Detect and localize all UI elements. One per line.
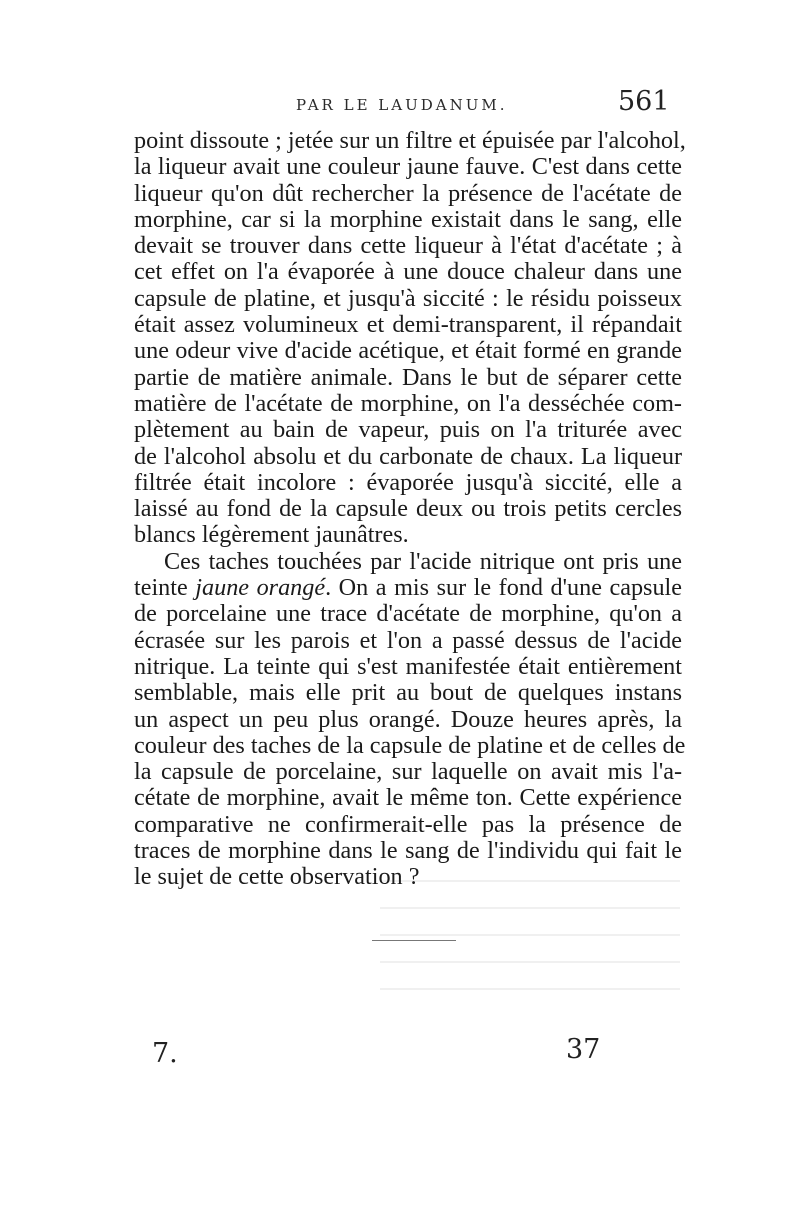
text-line: partie de matière animale. Dans le but de séparer cette [134, 363, 682, 391]
page-number: 561 [618, 86, 670, 117]
text-line: la liqueur avait une couleur jaune fauve. C'est dans cette [134, 153, 682, 181]
text-line: écrasée sur les parois et l'on a passé dessus de l'acide [134, 626, 682, 654]
text-line: devait se trouver dans cette liqueur à l'état d'acétate ; à [134, 232, 682, 260]
text-line [134, 575, 682, 601]
text-line: traces de morphine dans le sang de l'individu qui fait le [134, 837, 682, 865]
text-line: cet effet on l'a évaporée à une douce chaleur dans une [134, 258, 682, 286]
text-line: la capsule de porcelaine, sur laquelle on avait mis l'a- [134, 758, 682, 786]
text-line: matière de l'acétate de morphine, on l'a desséchée com- [134, 389, 682, 417]
text-line: blancs légèrement jaunâtres. [134, 521, 409, 549]
text-line: point dissoute ; jetée sur un filtre et épuisée par l'alcohol, [134, 127, 686, 154]
text-line: nitrique. La teinte qui s'est manifestée était entièrement [134, 652, 682, 680]
text-line: cétate de morphine, avait le même ton. Cette expérience [134, 784, 682, 812]
body-text [134, 127, 686, 891]
text-line: Ces taches touchées par l'acide nitrique ont pris une [164, 547, 682, 575]
text-line: de porcelaine une trace d'acétate de morphine, qu'on a [134, 600, 682, 628]
text-line: liqueur qu'on dût rechercher la présence de l'acétate de [134, 179, 682, 207]
text-line: semblable, mais elle prit au bout de quelques instans [134, 679, 682, 707]
text-line: comparative ne confirmerait-elle pas la présence de [134, 810, 682, 838]
text-line: plètement au bain de vapeur, puis on l'a triturée avec [134, 416, 682, 444]
text-line: morphine, car si la morphine existait dans le sang, elle [134, 205, 682, 233]
signature-mark-left: 7. [152, 1038, 178, 1069]
section-rule [372, 940, 456, 941]
text-line: capsule de platine, et jusqu'à siccité : le résidu poisseux [134, 284, 682, 312]
text-line: une odeur vive d'acide acétique, et était formé en grande [134, 337, 682, 365]
show-through-texture [380, 862, 680, 1012]
running-header: PAR LE LAUDANUM. [296, 96, 508, 114]
text-line: un aspect un peu plus orangé. Douze heures après, la [134, 705, 682, 733]
text-fragment: teinte [134, 574, 196, 602]
text-line: de l'alcohol absolu et du carbonate de chaux. La liqueur [134, 442, 682, 470]
text-line: était assez volumineux et demi-transparent, il répandait [134, 311, 682, 339]
signature-mark-right: 37 [566, 1034, 601, 1065]
text-line: laissé au fond de la capsule deux ou trois petits cercles [134, 495, 682, 523]
text-line: le sujet de cette observation ? [134, 863, 420, 891]
text-line: couleur des taches de la capsule de platine et de celles de [134, 731, 686, 759]
italic-phrase: jaune orangé [195, 574, 326, 602]
text-fragment: . On a mis sur le fond d'une capsule [325, 574, 683, 602]
text-line: filtrée était incolore : évaporée jusqu'à siccité, elle a [134, 468, 682, 496]
